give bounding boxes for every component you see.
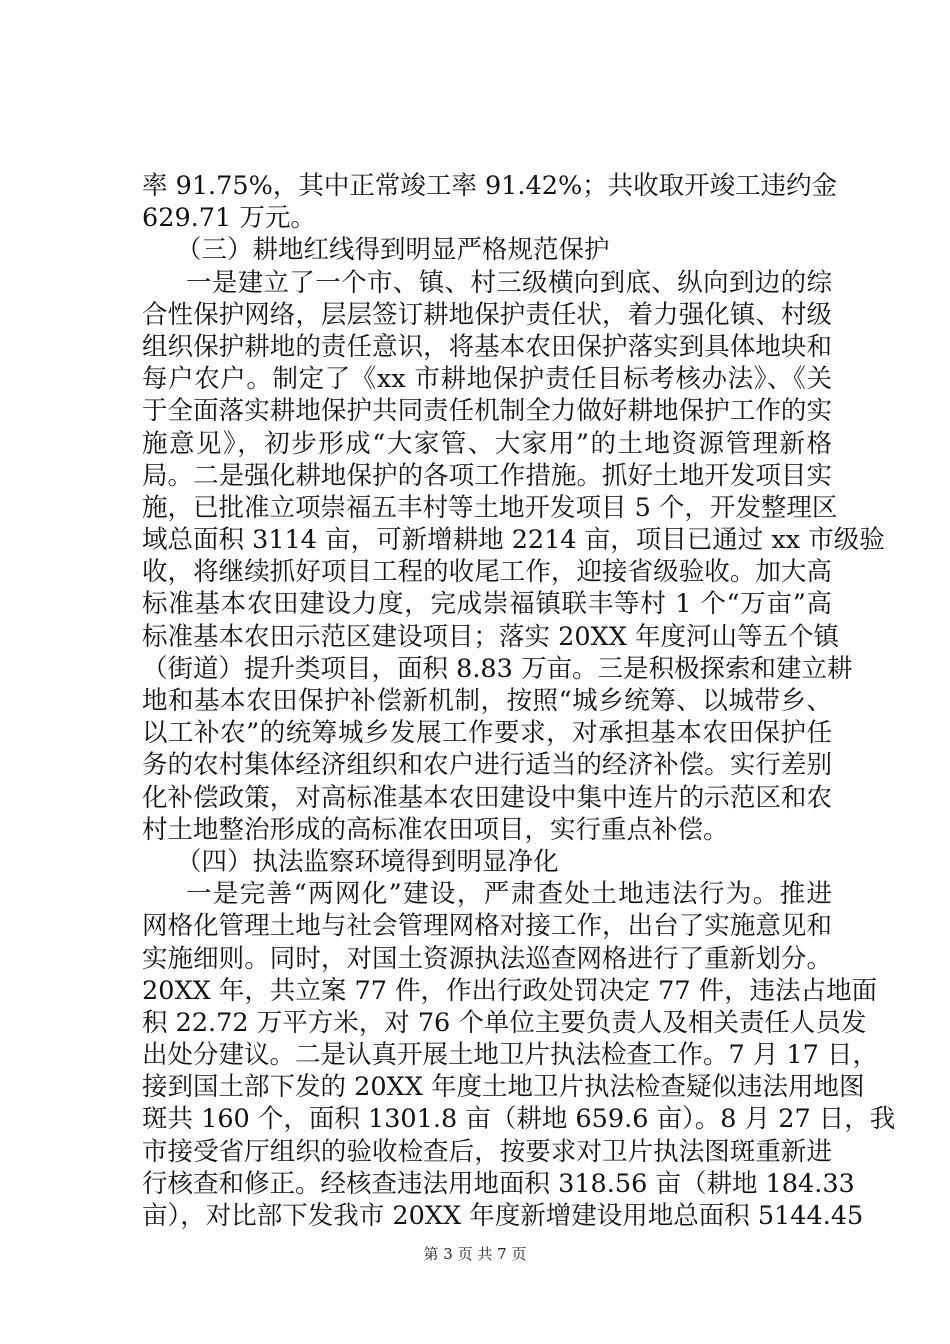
text-line: 率 91.75%，其中正常竣工率 91.42%；共收取开竣工违约金 [142,171,838,201]
text-line: 每户农户。制定了《xx 市耕地保护责任目标考核办法》、《关 [142,364,832,395]
text-line: 标准基本农田示范区建设项目；落实 20XX 年度河山等五个镇 [142,621,839,652]
page-footer [0,1243,950,1264]
text-line: 实施细则。同时，对国土资源执法巡查网格进行了重新划分。 [142,943,832,974]
text-line: 行核查和修正。经核查违法用地面积 318.56 亩（耕地 184.33 [142,1168,855,1199]
text-line: 地和基本农田保护补偿新机制，按照“城乡统筹、以城带乡、 [142,686,832,716]
text-line: 以工补农”的统筹城乡发展工作要求，对承担基本农田保护任 [142,718,832,749]
text-line: 组织保护耕地的责任意识，将基本农田保护落实到具体地块和 [142,331,832,362]
text-line: 一是完善“两网化”建设，严肃查处土地违法行为。推进 [186,879,832,910]
text-line: 务的农村集体经济组织和农户进行适当的经济补偿。实行差别 [142,750,832,781]
text-line: 积 22.72 万平方米，对 76 个单位主要负责人及相关责任人员发 [142,1007,867,1038]
text-line: 斑共 160 个，面积 1301.8 亩（耕地 659.6 亩）。8 月 27 日，我 [142,1104,896,1135]
text-line: 域总面积 3114 亩，可新增耕地 2214 亩，项目已通过 xx 市级验 [142,525,885,556]
page-number: 第 3 页 共 7 页 [423,1245,527,1263]
text-line: 网格化管理土地与社会管理网格对接工作，出台了实施意见和 [142,911,832,942]
section-heading: （三）耕地红线得到明显严格规范保护 [176,235,610,266]
text-line: 接到国土部下发的 20XX 年度土地卫片执法检查疑似违法用地图 [142,1072,865,1103]
text-line: 村土地整治形成的高标准农田项目，实行重点补偿。 [142,814,729,845]
document-body [142,170,896,1232]
text-line: 一是建立了一个市、镇、村三级横向到底、纵向到边的综 [186,267,832,298]
text-line: 20XX 年，共立案 77 件，作出行政处罚决定 77 件，违法占地面 [142,975,878,1006]
text-line: 施，已批准立项崇福五丰村等土地开发项目 5 个，开发整理区 [142,492,838,523]
text-line: 市接受省厅组织的验收检查后，按要求对卫片执法图斑重新进 [142,1136,832,1167]
text-line: 局。二是强化耕地保护的各项工作措施。抓好土地开发项目实 [142,460,832,491]
text-line: 合性保护网络，层层签订耕地保护责任状，着力强化镇、村级 [142,299,832,330]
text-line: 标准基本农田建设力度，完成崇福镇联丰等村 1 个“万亩”高 [142,589,832,620]
section-heading: （四）执法监察环境得到明显净化 [176,846,559,877]
text-line: 出处分建议。二是认真开展土地卫片执法检查工作。7 月 17 日， [142,1040,878,1071]
text-line: 收，将继续抓好项目工程的收尾工作，迎接省级验收。加大高 [142,557,832,588]
text-line: （街道）提升类项目，面积 8.83 万亩。三是积极探索和建立耕 [142,653,853,684]
text-line: 于全面落实耕地保护共同责任机制全力做好耕地保护工作的实 [142,396,832,427]
text-line: 亩），对比部下发我市 20XX 年度新增建设用地总面积 5144.45 [142,1201,864,1231]
text-line: 化补偿政策，对高标准基本农田建设中集中连片的示范区和农 [142,782,832,813]
text-line: 施意见》，初步形成“大家管、大家用”的土地资源管理新格 [142,428,832,459]
text-line: 629.71 万元。 [142,203,316,234]
